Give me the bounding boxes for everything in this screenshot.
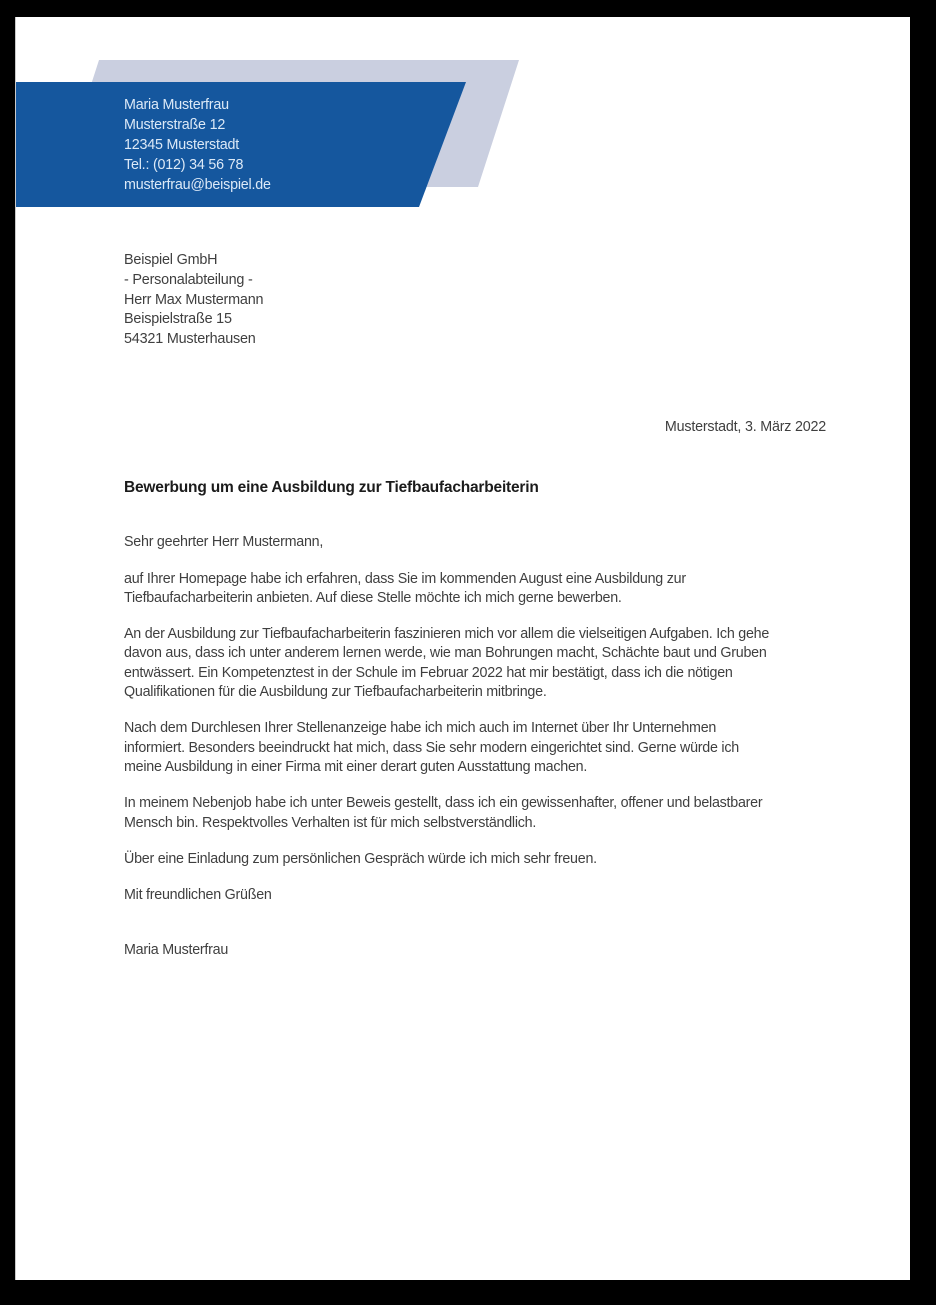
text-line: informiert. Besonders beeindruckt hat mich, dass Sie sehr modern eingerichtet sind. Gerne würde ich bbox=[124, 739, 739, 756]
text-line: entwässert. Ein Kompetenztest in der Schule im Februar 2022 hat mir bestätigt, dass ich die nötigen bbox=[124, 664, 733, 681]
text-line: 54321 Musterhausen bbox=[124, 331, 256, 348]
text-line: 12345 Musterstadt bbox=[124, 137, 240, 154]
letter-page bbox=[15, 17, 910, 1280]
recipient-address-block bbox=[124, 251, 263, 350]
signature-name: Maria Musterfrau bbox=[124, 942, 229, 959]
text-line: Tiefbaufacharbeiterin anbieten. Auf diese Stelle möchte ich mich gerne bewerben. bbox=[124, 589, 622, 606]
letter-body bbox=[124, 478, 854, 961]
sender-address-block bbox=[124, 95, 271, 195]
text-line: Über eine Einladung zum persönlichen Gespräch würde ich mich sehr freuen. bbox=[124, 850, 597, 867]
text-line: Maria Musterfrau bbox=[124, 97, 229, 113]
text-line: meine Ausbildung in einer Firma mit einer derart guten Ausstattung machen. bbox=[124, 758, 588, 775]
paragraph bbox=[124, 850, 854, 869]
paragraph bbox=[124, 719, 854, 777]
text-line: Musterstraße 12 bbox=[124, 117, 226, 134]
text-line: In meinem Nebenjob habe ich unter Beweis gestellt, dass ich ein gewissenhafter, offener und belastbarer bbox=[124, 795, 763, 812]
text-line: An der Ausbildung zur Tiefbaufacharbeiterin faszinieren mich vor allem die vielseitigen Aufgaben. Ich gehe bbox=[124, 626, 770, 643]
text-line: auf Ihrer Homepage habe ich erfahren, dass Sie im kommenden August eine Ausbildung zur bbox=[124, 570, 686, 587]
text-line: davon aus, dass ich unter anderem lernen werde, wie man Bohrungen macht, Schächte baut und Gruben bbox=[124, 645, 767, 662]
text-line: Tel.: (012) 34 56 78 bbox=[124, 157, 244, 174]
text-line: Beispielstraße 15 bbox=[124, 311, 232, 328]
text-line: - Personalabteilung - bbox=[124, 271, 253, 288]
paragraphs bbox=[124, 570, 854, 870]
text-line: musterfrau@beispiel.de bbox=[124, 177, 271, 194]
paragraph bbox=[124, 625, 854, 702]
subject-line: Bewerbung um eine Ausbildung zur Tiefbaufacharbeiterin bbox=[124, 479, 539, 496]
paragraph bbox=[124, 794, 854, 833]
text-line: Herr Max Mustermann bbox=[124, 291, 264, 308]
closing-line: Mit freundlichen Grüßen bbox=[124, 887, 272, 904]
text-line: Nach dem Durchlesen Ihrer Stellenanzeige habe ich mich auch im Internet über Ihr Unternehmen bbox=[124, 720, 717, 737]
paragraph bbox=[124, 570, 854, 609]
text-line: Mensch bin. Respektvolles Verhalten ist für mich selbstverständlich. bbox=[124, 814, 537, 831]
salutation: Sehr geehrter Herr Mustermann, bbox=[124, 534, 324, 551]
text-line: Beispiel GmbH bbox=[124, 252, 218, 268]
text-line: Qualifikationen für die Ausbildung zur Tiefbaufacharbeiterin mitbringe. bbox=[124, 684, 547, 701]
date-line: Musterstadt, 3. März 2022 bbox=[664, 419, 826, 435]
